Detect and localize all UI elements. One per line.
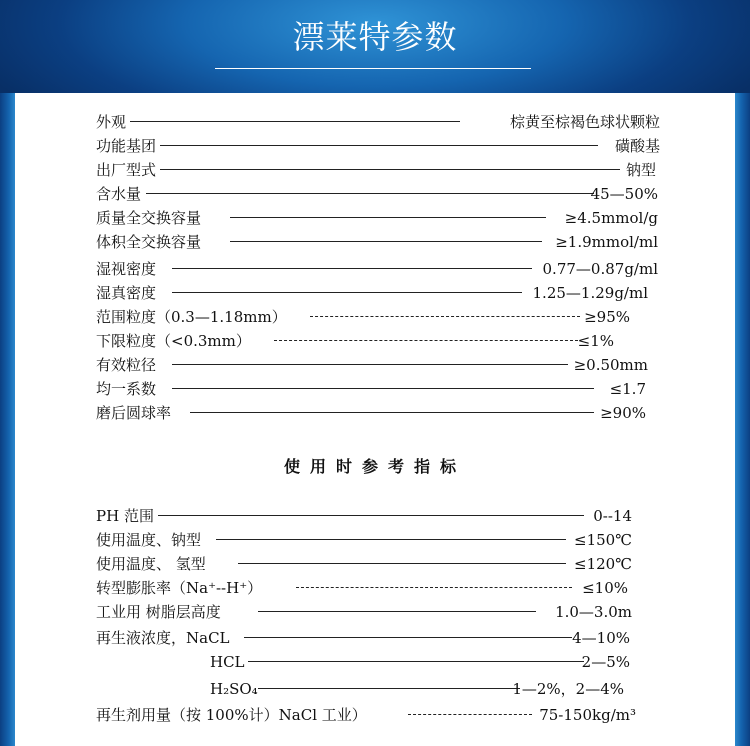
param-value: ≤1% bbox=[577, 332, 614, 350]
usage-value: 2—5% bbox=[581, 653, 630, 671]
param-label: 均一系数 bbox=[96, 380, 157, 398]
param-value: 磺酸基 bbox=[614, 137, 660, 155]
param-label: 功能基团 bbox=[96, 137, 157, 155]
param-label: 湿真密度 bbox=[96, 284, 157, 302]
param-row-volume-exchange bbox=[96, 230, 658, 254]
param-row-sphericity bbox=[96, 401, 646, 425]
leader-line bbox=[146, 193, 594, 194]
usage-value: ≤120℃ bbox=[574, 555, 632, 573]
param-row-size-range bbox=[96, 305, 630, 329]
leader-line bbox=[258, 611, 536, 612]
usage-value: 1—2%，2—4% bbox=[512, 680, 624, 698]
leader-line bbox=[238, 563, 566, 564]
usage-label: 再生剂用量（按 100%计）NaCl 工业） bbox=[96, 706, 367, 724]
usage-label: HCL bbox=[210, 653, 245, 671]
usage-row-temp-sodium bbox=[96, 528, 632, 552]
leader-line bbox=[216, 539, 566, 540]
usage-value: ≤10% bbox=[582, 579, 628, 597]
usage-section-title: 使用时参考指标 bbox=[283, 457, 466, 476]
title-underline bbox=[215, 68, 531, 69]
param-label: 含水量 bbox=[96, 185, 142, 203]
usage-row-swelling bbox=[96, 576, 628, 600]
leader-line bbox=[248, 661, 584, 662]
leader-line bbox=[244, 637, 572, 638]
leader-line bbox=[408, 714, 532, 715]
param-label: 范围粒度（0.3—1.18mm） bbox=[96, 308, 287, 326]
leader-line bbox=[190, 412, 594, 413]
param-label: 湿视密度 bbox=[96, 260, 157, 278]
leader-line bbox=[230, 217, 546, 218]
param-label: 有效粒径 bbox=[96, 356, 157, 374]
usage-value: 4—10% bbox=[572, 629, 630, 647]
leader-line bbox=[172, 268, 532, 269]
param-value: ≤1.7 bbox=[609, 380, 646, 398]
param-value: ≥1.9mmol/ml bbox=[555, 233, 658, 251]
param-value: 0.77—0.87g/ml bbox=[542, 260, 658, 278]
usage-label: 使用温度、钠型 bbox=[96, 531, 202, 549]
usage-label: 使用温度、 氢型 bbox=[96, 555, 206, 573]
param-value: 钠型 bbox=[625, 161, 656, 179]
param-row-lower-limit bbox=[96, 329, 614, 353]
leader-line bbox=[158, 515, 584, 516]
usage-label: H₂SO₄ bbox=[210, 680, 258, 698]
param-row-true-density bbox=[96, 281, 648, 305]
param-value: ≥95% bbox=[584, 308, 630, 326]
param-label: 质量全交换容量 bbox=[96, 209, 202, 227]
param-label: 出厂型式 bbox=[96, 161, 157, 179]
usage-row-hcl bbox=[210, 650, 630, 674]
param-label: 下限粒度（<0.3mm） bbox=[96, 332, 251, 350]
usage-value: 1.0—3.0m bbox=[555, 603, 632, 621]
usage-value: ≤150℃ bbox=[574, 531, 632, 549]
param-value: ≥0.50mm bbox=[573, 356, 648, 374]
param-value: ≥90% bbox=[600, 404, 646, 422]
leader-line bbox=[172, 364, 568, 365]
leader-line bbox=[130, 121, 460, 122]
usage-label: 转型膨胀率（Na⁺--H⁺） bbox=[96, 579, 263, 597]
param-value: 棕黄至棕褐色球状颗粒 bbox=[509, 113, 660, 131]
usage-row-regenerant-dosage bbox=[96, 703, 636, 727]
leader-line bbox=[274, 340, 578, 341]
param-row-functional-group bbox=[96, 134, 660, 158]
param-row-apparent-density bbox=[96, 257, 658, 281]
param-row-mass-exchange bbox=[96, 206, 658, 230]
header-banner bbox=[0, 0, 750, 93]
param-value: 45—50% bbox=[590, 185, 658, 203]
param-row-water-content bbox=[96, 182, 658, 206]
leader-line bbox=[172, 388, 594, 389]
usage-row-temp-hydrogen bbox=[96, 552, 632, 576]
param-value: 1.25—1.29g/ml bbox=[532, 284, 648, 302]
leader-line bbox=[172, 292, 522, 293]
param-label: 磨后圆球率 bbox=[96, 404, 172, 422]
usage-row-ph bbox=[96, 504, 632, 528]
usage-label: 再生液浓度，NaCL bbox=[96, 629, 230, 647]
leader-line bbox=[160, 169, 620, 170]
param-value: ≥4.5mmol/g bbox=[564, 209, 658, 227]
param-label: 外观 bbox=[96, 113, 127, 131]
usage-row-nacl bbox=[96, 626, 630, 650]
leader-line bbox=[160, 145, 598, 146]
usage-value: 75-150kg/m³ bbox=[539, 706, 636, 724]
frame-left-border bbox=[0, 93, 15, 746]
param-label: 体积全交换容量 bbox=[96, 233, 202, 251]
leader-line bbox=[258, 688, 520, 689]
param-row-factory-form bbox=[96, 158, 656, 182]
page-title: 漂莱特参数 bbox=[292, 18, 458, 56]
usage-row-bed-height bbox=[96, 600, 632, 624]
usage-row-h2so4 bbox=[210, 677, 624, 701]
usage-value: 0--14 bbox=[593, 507, 632, 525]
frame-right-border bbox=[735, 93, 750, 746]
leader-line bbox=[296, 587, 572, 588]
usage-label: 工业用 树脂层高度 bbox=[96, 603, 221, 621]
leader-line bbox=[310, 316, 580, 317]
param-row-effective-size bbox=[96, 353, 648, 377]
leader-line bbox=[230, 241, 542, 242]
param-row-appearance bbox=[96, 110, 660, 134]
param-row-uniformity bbox=[96, 377, 646, 401]
usage-label: PH 范围 bbox=[96, 507, 154, 525]
